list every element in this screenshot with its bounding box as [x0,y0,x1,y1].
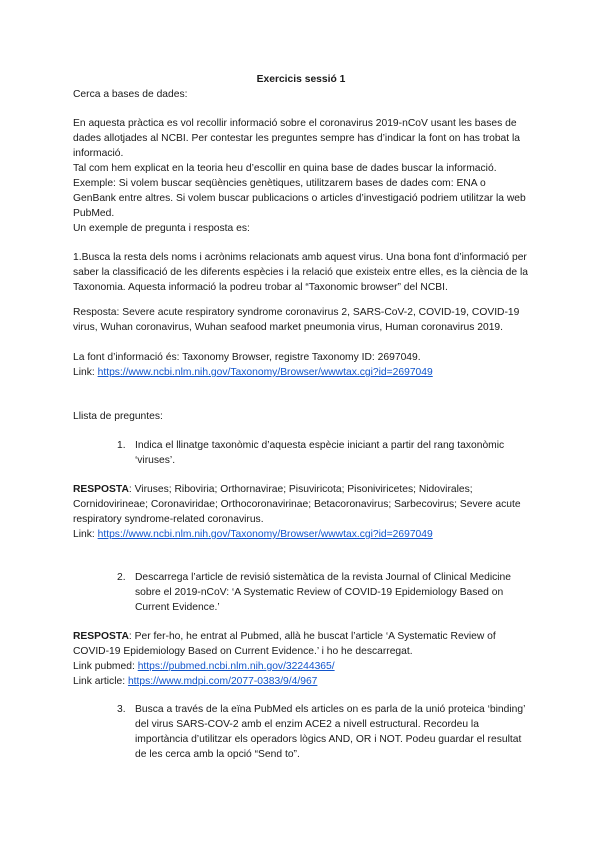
answer-text: : Per fer-ho, he entrat al Pubmed, allà he buscat l’article ‘A Systematic Review of COVID-19 Epidemiology Based on Current Evidence.’ i ho he descarregat. [73,631,496,657]
page-title: Exercicis sessió 1 [256,74,346,85]
question-2-link-article [73,674,529,689]
question-3-number: 3. [117,704,126,715]
example-source: La font d’informació és: Taxonomy Browser, registre Taxonomy ID: 2697049. [73,352,421,363]
question-1 [73,438,529,468]
subtitle: Cerca a bases de dades: [73,89,188,100]
question-2-link-pubmed [73,659,529,674]
answer-label: RESPOSTA [73,484,129,495]
article-link[interactable]: https://www.mdpi.com/2077-0383/9/4/967 [127,676,318,687]
taxonomy-link[interactable]: https://www.ncbi.nlm.nih.gov/Taxonomy/Browser/wwwtax.cgi?id=2697049 [97,529,433,540]
intro-paragraph-3: Un exemple de pregunta i resposta es: [73,223,250,234]
example-link-line [73,365,529,380]
question-1-link-line [73,527,529,542]
intro-paragraph-1: En aquesta pràctica es vol recollir informació sobre el coronavirus 2019-nCoV usant les bases de dades allotjades al NCBI. Per contestar les preguntes sempre has d’indicar la font on has trobat la informació. [73,118,521,159]
example-link[interactable]: https://www.ncbi.nlm.nih.gov/Taxonomy/Browser/wwwtax.cgi?id=2697049 [97,367,433,378]
question-2 [73,570,529,615]
link-label: Link article: [73,676,128,687]
question-3-text: Busca a través de la eïna PubMed els articles on es parla de la unió proteica ‘binding’ del virus SARS-COV-2 amb el enzim ACE2 a nivell estructural. Recordeu la importància d’utilitzar els operadors lògics AND, OR i NOT. Podeu guardar el resultat de les cerca amb la opció “Send to”. [135,704,525,760]
question-3 [73,702,529,762]
question-1-text: Indica el llinatge taxonòmic d’aquesta espècie iniciant a partir del rang taxonòmic ‘viruses’. [135,440,505,466]
question-1-number: 1. [117,440,126,451]
intro-paragraph-2: Tal com hem explicat en la teoria heu d’escollir en quina base de dades buscar la informació. Exemple: Si volem buscar seqüències genètiques, utilitzarem bases de dades com: ENA o GenBank entre altres. Si volem buscar publicacions o articles d’investigació podriem utilitzar la web PubMed. [73,163,526,219]
link-label: Link pubmed: [73,661,138,672]
pubmed-link[interactable]: https://pubmed.ncbi.nlm.nih.gov/32244365/ [137,661,335,672]
list-heading: Llista de preguntes: [73,411,163,422]
example-question: 1.Busca la resta dels noms i acrònims relacionats amb aquest virus. Una bona font d’informació per saber la classificació de les diferents espècies i la relació que existeix entre elles, es la ciència de la Taxonomia. Aquesta informació la podreu trobar al “Taxonomic browser” del NCBI. [73,252,529,293]
question-2-number: 2. [117,572,126,583]
example-answer: Resposta: Severe acute respiratory syndrome coronavirus 2, SARS-CoV-2, COVID-19, COVID-19 virus, Wuhan coronavirus, Wuhan seafood market pneumonia virus, Human coronavirus 2019. [73,307,520,333]
question-1-answer [73,482,529,527]
example-link-label: Link: [73,367,98,378]
answer-label: RESPOSTA [73,631,129,642]
link-label: Link: [73,529,98,540]
answer-text: : Viruses; Riboviria; Orthornavirae; Pisuviricota; Pisoniviricetes; Nidovirales; Cornidovirineae; Coronaviridae; Orthocoronavirinae; Betacoronavirus; Sarbecovirus; Severe acute respiratory syndrome-related coronavirus. [73,484,521,525]
question-2-answer [73,629,529,659]
question-2-text: Descarrega l’article de revisió sistemàtica de la revista Journal of Clinical Medicine sobre el 2019-nCoV: ‘A Systematic Review of COVID-19 Epidemiology Based on Current Evidence.’ [135,572,511,613]
